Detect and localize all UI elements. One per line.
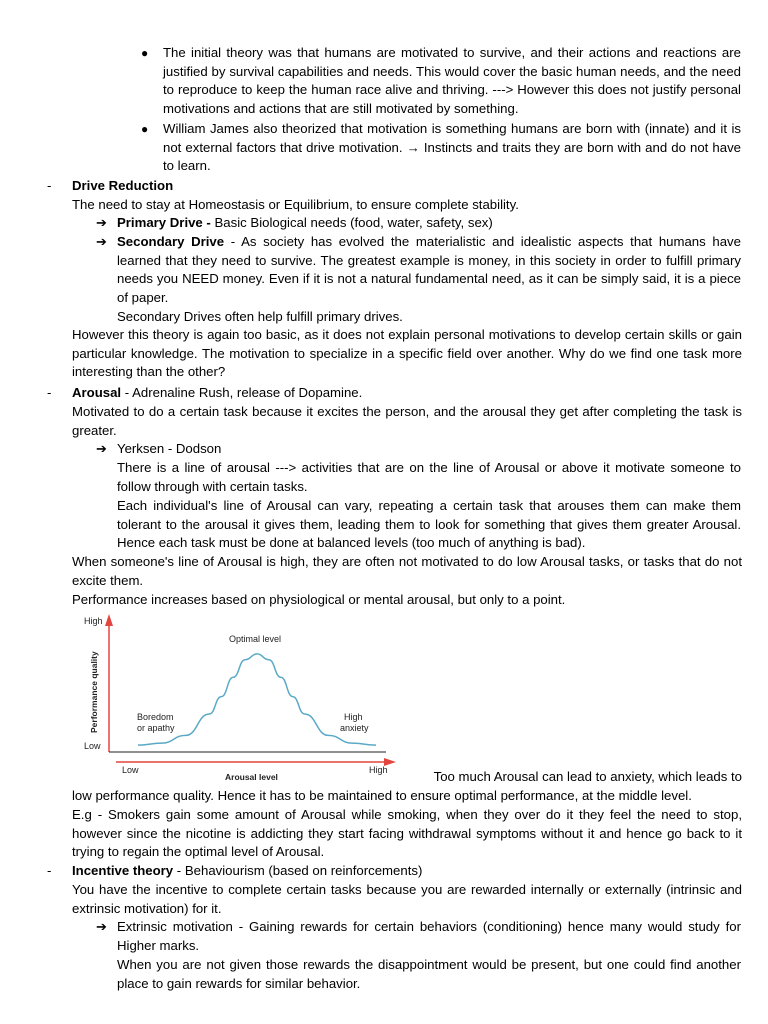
dash-marker: - <box>47 863 52 878</box>
bullet-dot: ● <box>141 46 149 60</box>
drive-outro: However this theory is again too basic, as it does not explain personal motivations to develop certain skills or gain particular knowledge. The motivation to specialize in a specific field over another. Why do we find one task more interesting than the other? <box>72 327 742 380</box>
arousal-heading: Arousal - Adrenaline Rush, release of Dopamine. <box>72 385 363 400</box>
incentive-heading: Incentive theory - Behaviourism (based on reinforcements) <box>72 863 423 878</box>
y-tick-low: Low <box>84 741 101 751</box>
primary-drive-item: Primary Drive - Basic Biological needs (food, water, safety, sex) <box>117 215 493 230</box>
bullet-text-instinct: William James also theorized that motivation is something humans are born with (innate) and it is not external factors that drive motivation. → Instincts and traits they are born with and do not have to learn. <box>163 121 741 174</box>
incentive-sub-p2: When you are not given those rewards the disappointment would be present, but one could find another place to gain rewards for similar behavior. <box>117 957 741 991</box>
yerksen-dodson-label: Yerksen - Dodson <box>117 441 222 456</box>
dash-marker: - <box>47 178 52 193</box>
bullet-text-survival: The initial theory was that humans are motivated to survive, and their actions and reactions are justified by survival capabilities and needs. This would cover the basic human needs, and the need to reproduce to keep the human race alive and thriving. ---> However this does not justify personal motivations and actions that are still motivated by something. <box>163 45 741 117</box>
y-axis-arrowhead <box>105 614 113 626</box>
after-chart-text: low performance quality. Hence it has to be maintained to ensure optimal performance, at the middle level. <box>72 788 692 803</box>
arousal-sub-p1: There is a line of arousal ---> activities that are on the line of Arousal or above it motivate someone to follow through with certain tasks. <box>117 460 741 494</box>
secondary-drive-note: Secondary Drives often help fulfill primary drives. <box>117 309 403 324</box>
arousal-p1: Motivated to do a certain task because it excites the person, and the arousal they get after completing the task is greater. <box>72 404 742 438</box>
annotation-high: High <box>344 712 363 722</box>
arrow-icon: ➔ <box>96 919 108 934</box>
arrow-icon: ➔ <box>96 441 108 456</box>
dash-marker: - <box>47 385 52 400</box>
annotation-optimal: Optimal level <box>229 634 282 644</box>
yerkes-dodson-chart <box>78 612 408 784</box>
annotation-apathy: or apathy <box>137 723 175 733</box>
x-tick-low: Low <box>122 765 139 775</box>
y-tick-high: High <box>84 616 103 626</box>
drive-heading: Drive Reduction <box>72 178 174 193</box>
incentive-sub-p1: Extrinsic motivation - Gaining rewards for certain behaviors (conditioning) hence many would study for Higher marks. <box>117 919 741 953</box>
arousal-sub-p2: Each individual's line of Arousal can vary, repeating a certain task that arouses them can make them tolerant to the arousal it gives them, leading them to look for something that gives them greater Arousal. Hence each task must be done at balanced levels (too much of anything is bad). <box>117 498 741 551</box>
annotation-boredom: Boredom <box>137 712 174 722</box>
y-axis-label: Performance quality <box>89 651 99 733</box>
x-tick-high: High <box>369 765 388 775</box>
bullet-dot: ● <box>141 122 149 136</box>
x-axis-label: Arousal level <box>225 772 278 782</box>
arousal-example: E.g - Smokers gain some amount of Arousal while smoking, when they over do it they feel the need to stop, however since the nicotine is addicting they start facing withdrawal symptoms without it and hence go back to it trying to regain the optimal level of Arousal. <box>72 807 742 860</box>
secondary-drive-item: Secondary Drive - As society has evolved the materialistic and idealistic aspects that humans have learned that they need to survive. The greatest example is money, in this society in order to fulfill primary needs you NEED money. Even if it is not a natural fundamental need, as it can be simply said, it is a piece of paper. <box>117 234 741 306</box>
arousal-p2: When someone's line of Arousal is high, they are often not motivated to do low Arousal tasks, or tasks that do not excite them. <box>72 554 742 588</box>
incentive-p1: You have the incentive to complete certain tasks because you are rewarded internally or externally (intrinsic and extrinsic motivation) for it. <box>72 882 742 916</box>
arrow-icon: ➔ <box>96 234 108 249</box>
drive-intro: The need to stay at Homeostasis or Equilibrium, to ensure complete stability. <box>72 197 519 212</box>
annotation-anxiety: anxiety <box>340 723 369 733</box>
arrow-icon: ➔ <box>96 215 108 230</box>
arousal-p3: Performance increases based on physiological or mental arousal, but only to a point. <box>72 592 566 607</box>
after-chart-inline: Too much Arousal can lead to anxiety, which leads to <box>433 769 742 784</box>
